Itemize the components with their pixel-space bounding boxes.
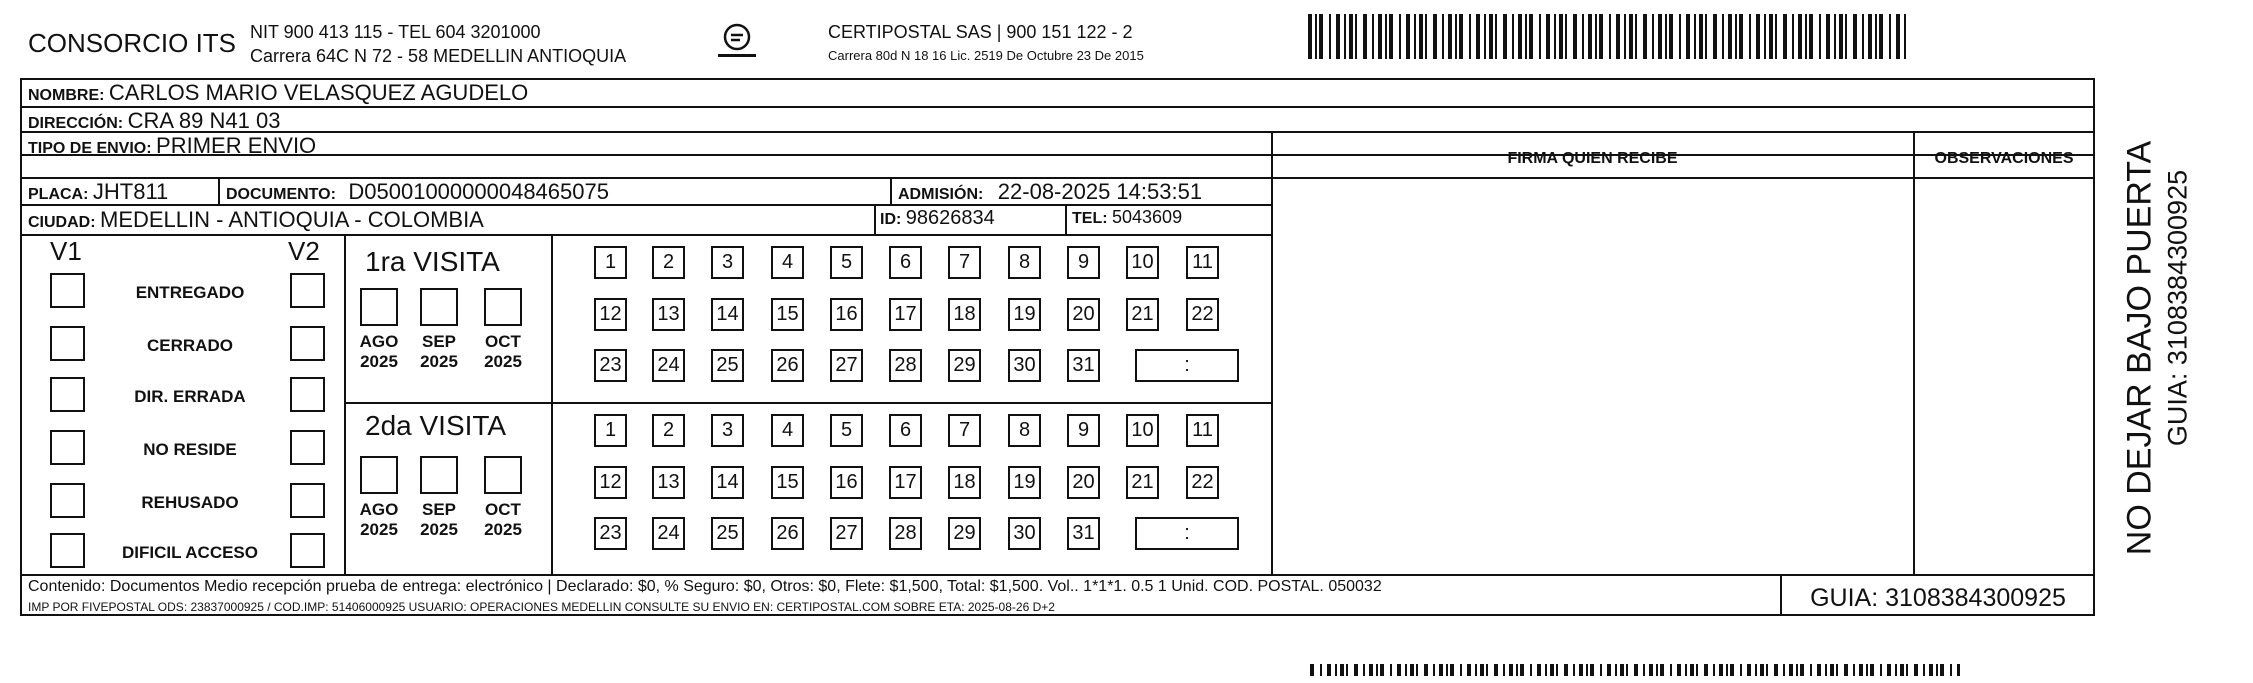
visit1-day-box[interactable]: 7 xyxy=(948,246,981,279)
visit2-day-box[interactable]: 7 xyxy=(948,414,981,447)
visit2-day-box[interactable]: 28 xyxy=(889,517,922,550)
footer-line2: IMP POR FIVEPOSTAL ODS: 23837000925 / COD.IMP: 51406000925 USUARIO: OPERACIONES MEDELLIN CONSULTE SU ENVIO EN: CERTIPOSTAL.COM SOBRE ETA: 2025-08-26 D+2 xyxy=(28,600,1055,614)
id-label: ID: xyxy=(880,211,902,228)
visit2-day-box[interactable]: 30 xyxy=(1008,517,1041,550)
visit2-day-box[interactable]: 6 xyxy=(889,414,922,447)
visit2-year-label: 2025 xyxy=(360,520,398,539)
visit2-month-label: SEP xyxy=(421,500,457,519)
visit2-day-box[interactable]: 10 xyxy=(1126,414,1159,447)
name-value: CARLOS MARIO VELASQUEZ AGUDELO xyxy=(108,80,529,105)
status-label: DIFICIL ACCESO xyxy=(121,543,258,562)
visit2-day-box[interactable]: 16 xyxy=(830,466,863,499)
v2-checkbox[interactable] xyxy=(290,533,325,568)
visit1-day-box[interactable]: 12 xyxy=(594,298,627,331)
visit2-time-box[interactable]: : xyxy=(1135,517,1239,550)
company-nit: NIT 900 413 115 - TEL 604 3201000 xyxy=(250,22,541,42)
v2-checkbox[interactable] xyxy=(290,483,325,518)
plate-value: JHT811 xyxy=(92,179,169,204)
visit2-month-label: OCT xyxy=(485,500,521,519)
visit2-day-box[interactable]: 22 xyxy=(1186,466,1219,499)
visit2-day-box[interactable]: 19 xyxy=(1008,466,1041,499)
type-label: TIPO DE ENVIO: xyxy=(28,140,152,157)
visit1-day-box[interactable]: 16 xyxy=(830,298,863,331)
visit1-day-box[interactable]: 19 xyxy=(1008,298,1041,331)
visit1-day-box[interactable]: 24 xyxy=(652,349,685,382)
observations-label: OBSERVACIONES xyxy=(1934,150,2074,167)
visit2-year-label: 2025 xyxy=(484,520,522,539)
visit2-day-box[interactable]: 13 xyxy=(652,466,685,499)
city-label: CIUDAD: xyxy=(28,214,96,231)
visit2-title: 2da VISITA xyxy=(365,410,507,441)
visit2-day-box[interactable]: 17 xyxy=(889,466,922,499)
visit2-day-box[interactable]: 11 xyxy=(1186,414,1219,447)
v1-checkbox[interactable] xyxy=(50,273,85,308)
visit1-day-box[interactable]: 1 xyxy=(594,246,627,279)
visit2-day-box[interactable]: 24 xyxy=(652,517,685,550)
tel-value: 5043609 xyxy=(1112,207,1183,227)
v1-label: V1 xyxy=(50,236,82,266)
side-guia xyxy=(2163,170,2194,446)
visit1-year-label: 2025 xyxy=(420,352,458,371)
visit2-day-box[interactable]: 1 xyxy=(594,414,627,447)
barcode-bottom xyxy=(1310,664,1960,676)
visit2-month-label: AGO xyxy=(359,500,399,519)
visit2-day-box[interactable]: 4 xyxy=(771,414,804,447)
visit1-day-box[interactable]: 21 xyxy=(1126,298,1159,331)
visit1-month-checkbox[interactable] xyxy=(484,288,522,326)
visit2-day-box[interactable]: 9 xyxy=(1067,414,1100,447)
visit2-day-box[interactable]: 3 xyxy=(711,414,744,447)
visit1-day-box[interactable]: 6 xyxy=(889,246,922,279)
address-label: DIRECCIÓN: xyxy=(28,115,124,132)
visit2-year-label: 2025 xyxy=(420,520,458,539)
visit1-day-box[interactable]: 17 xyxy=(889,298,922,331)
visit1-year-label: 2025 xyxy=(484,352,522,371)
visit2-day-box[interactable]: 31 xyxy=(1067,517,1100,550)
name-label: NOMBRE: xyxy=(28,87,105,104)
company-address: Carrera 64C N 72 - 58 MEDELLIN ANTIOQUIA xyxy=(250,46,627,66)
visit1-day-box[interactable]: 15 xyxy=(771,298,804,331)
visit2-day-box[interactable]: 21 xyxy=(1126,466,1159,499)
visit1-day-box[interactable]: 23 xyxy=(594,349,627,382)
v1-checkbox[interactable] xyxy=(50,377,85,412)
status-label: CERRADO xyxy=(147,336,233,355)
admission-label: ADMISIÓN: xyxy=(898,186,984,203)
status-label: REHUSADO xyxy=(141,493,239,512)
visit2-day-box[interactable]: 25 xyxy=(711,517,744,550)
barcode-top xyxy=(1308,14,1908,59)
city-value: MEDELLIN - ANTIOQUIA - COLOMBIA xyxy=(100,207,484,232)
visit1-day-box[interactable]: 9 xyxy=(1067,246,1100,279)
v2-label: V2 xyxy=(288,236,320,266)
visit2-day-box[interactable]: 5 xyxy=(830,414,863,447)
visit2-month-checkbox[interactable] xyxy=(360,456,398,494)
visit2-day-box[interactable]: 14 xyxy=(711,466,744,499)
admission-value: 22-08-2025 14:53:51 xyxy=(997,179,1203,204)
visit1-day-box[interactable]: 10 xyxy=(1126,246,1159,279)
visit2-day-box[interactable]: 27 xyxy=(830,517,863,550)
visit2-month-checkbox[interactable] xyxy=(420,456,458,494)
sign-label: FIRMA QUIEN RECIBE xyxy=(1507,150,1678,167)
side-guia-text: GUIA: 3108384300925 xyxy=(2162,169,2193,447)
visit1-month-checkbox[interactable] xyxy=(420,288,458,326)
document-label: DOCUMENTO: xyxy=(226,186,336,203)
plate-label: PLACA: xyxy=(28,186,89,203)
visit1-day-box[interactable]: 29 xyxy=(948,349,981,382)
visit1-title: 1ra VISITA xyxy=(365,246,500,277)
visit2-day-box[interactable]: 15 xyxy=(771,466,804,499)
visit2-day-box[interactable]: 18 xyxy=(948,466,981,499)
visit2-day-box[interactable]: 12 xyxy=(594,466,627,499)
visit2-month-checkbox[interactable] xyxy=(484,456,522,494)
visit1-day-box[interactable]: 22 xyxy=(1186,298,1219,331)
visit1-day-box[interactable]: 14 xyxy=(711,298,744,331)
plate-field xyxy=(28,179,168,205)
v2-checkbox[interactable] xyxy=(290,273,325,308)
id-field xyxy=(880,207,995,230)
id-value: 98626834 xyxy=(905,207,995,229)
status-label: DIR. ERRADA xyxy=(134,387,246,406)
visit1-day-box[interactable]: 31 xyxy=(1067,349,1100,382)
visit1-day-box[interactable]: 30 xyxy=(1008,349,1041,382)
visit2-day-box[interactable]: 23 xyxy=(594,517,627,550)
footer-guia: GUIA: 3108384300925 xyxy=(1810,584,2066,612)
courier-line2: Carrera 80d N 18 16 Lic. 2519 De Octubre 23 De 2015 xyxy=(828,48,1144,63)
visit1-day-box[interactable]: 20 xyxy=(1067,298,1100,331)
visit1-month-checkbox[interactable] xyxy=(360,288,398,326)
v2-checkbox[interactable] xyxy=(290,377,325,412)
footer-line1: Contenido: Documentos Medio recepción prueba de entrega: electrónico | Declarado: $0, % Seguro: $0, Otros: $0, Flete: $1,500, Total: $1,500. Vol.. 1*1*1. 0.5 1 Unid. COD. POSTAL. 050032 xyxy=(28,578,1382,595)
visit1-day-box[interactable]: 8 xyxy=(1008,246,1041,279)
visit1-month-label: OCT xyxy=(485,332,521,351)
type-row xyxy=(28,133,316,159)
visit2-day-box[interactable]: 20 xyxy=(1067,466,1100,499)
visit2-day-box[interactable]: 29 xyxy=(948,517,981,550)
visit1-day-box[interactable]: 26 xyxy=(771,349,804,382)
tel-field xyxy=(1072,207,1182,228)
visit1-time-box[interactable]: : xyxy=(1135,349,1239,382)
visit1-day-box[interactable]: 28 xyxy=(889,349,922,382)
courier-line1: CERTIPOSTAL SAS | 900 151 122 - 2 xyxy=(828,22,1133,42)
visit1-day-box[interactable]: 4 xyxy=(771,246,804,279)
status-label: NO RESIDE xyxy=(143,440,237,459)
visit1-month-label: AGO xyxy=(359,332,399,351)
document-field xyxy=(226,179,609,205)
visit2-day-box[interactable]: 8 xyxy=(1008,414,1041,447)
visit1-month-label: SEP xyxy=(421,332,457,351)
document-value: D05001000000048465075 xyxy=(348,179,609,204)
status-label: ENTREGADO xyxy=(135,283,245,302)
visit1-day-box[interactable]: 27 xyxy=(830,349,863,382)
visit2-day-box[interactable]: 26 xyxy=(771,517,804,550)
v1-checkbox[interactable] xyxy=(50,483,85,518)
visit1-day-box[interactable]: 3 xyxy=(711,246,744,279)
visit1-day-box[interactable]: 5 xyxy=(830,246,863,279)
visit1-year-label: 2025 xyxy=(360,352,398,371)
header xyxy=(0,0,2253,75)
visit1-day-box[interactable]: 18 xyxy=(948,298,981,331)
tel-label: TEL: xyxy=(1072,210,1108,227)
address-row xyxy=(28,108,280,134)
type-value: PRIMER ENVIO xyxy=(156,133,317,158)
name-row xyxy=(28,80,528,106)
visit1-day-box[interactable]: 11 xyxy=(1186,246,1219,279)
v1-checkbox[interactable] xyxy=(50,533,85,568)
address-value: CRA 89 N41 03 xyxy=(127,108,281,133)
side-notice xyxy=(2121,141,2160,555)
visit2-day-box[interactable]: 2 xyxy=(652,414,685,447)
side-notice-text: NO DEJAR BAJO PUERTA xyxy=(2120,140,2159,556)
visit1-day-box[interactable]: 13 xyxy=(652,298,685,331)
visit1-day-box[interactable]: 25 xyxy=(711,349,744,382)
visit1-day-box[interactable]: 2 xyxy=(652,246,685,279)
v2-checkbox[interactable] xyxy=(290,326,325,361)
certipostal-logo-icon xyxy=(712,20,762,62)
v1-checkbox[interactable] xyxy=(50,326,85,361)
v1-checkbox[interactable] xyxy=(50,430,85,465)
city-field xyxy=(28,207,484,233)
company-name: CONSORCIO ITS xyxy=(28,28,237,58)
v2-checkbox[interactable] xyxy=(290,430,325,465)
admission-field xyxy=(898,179,1202,205)
